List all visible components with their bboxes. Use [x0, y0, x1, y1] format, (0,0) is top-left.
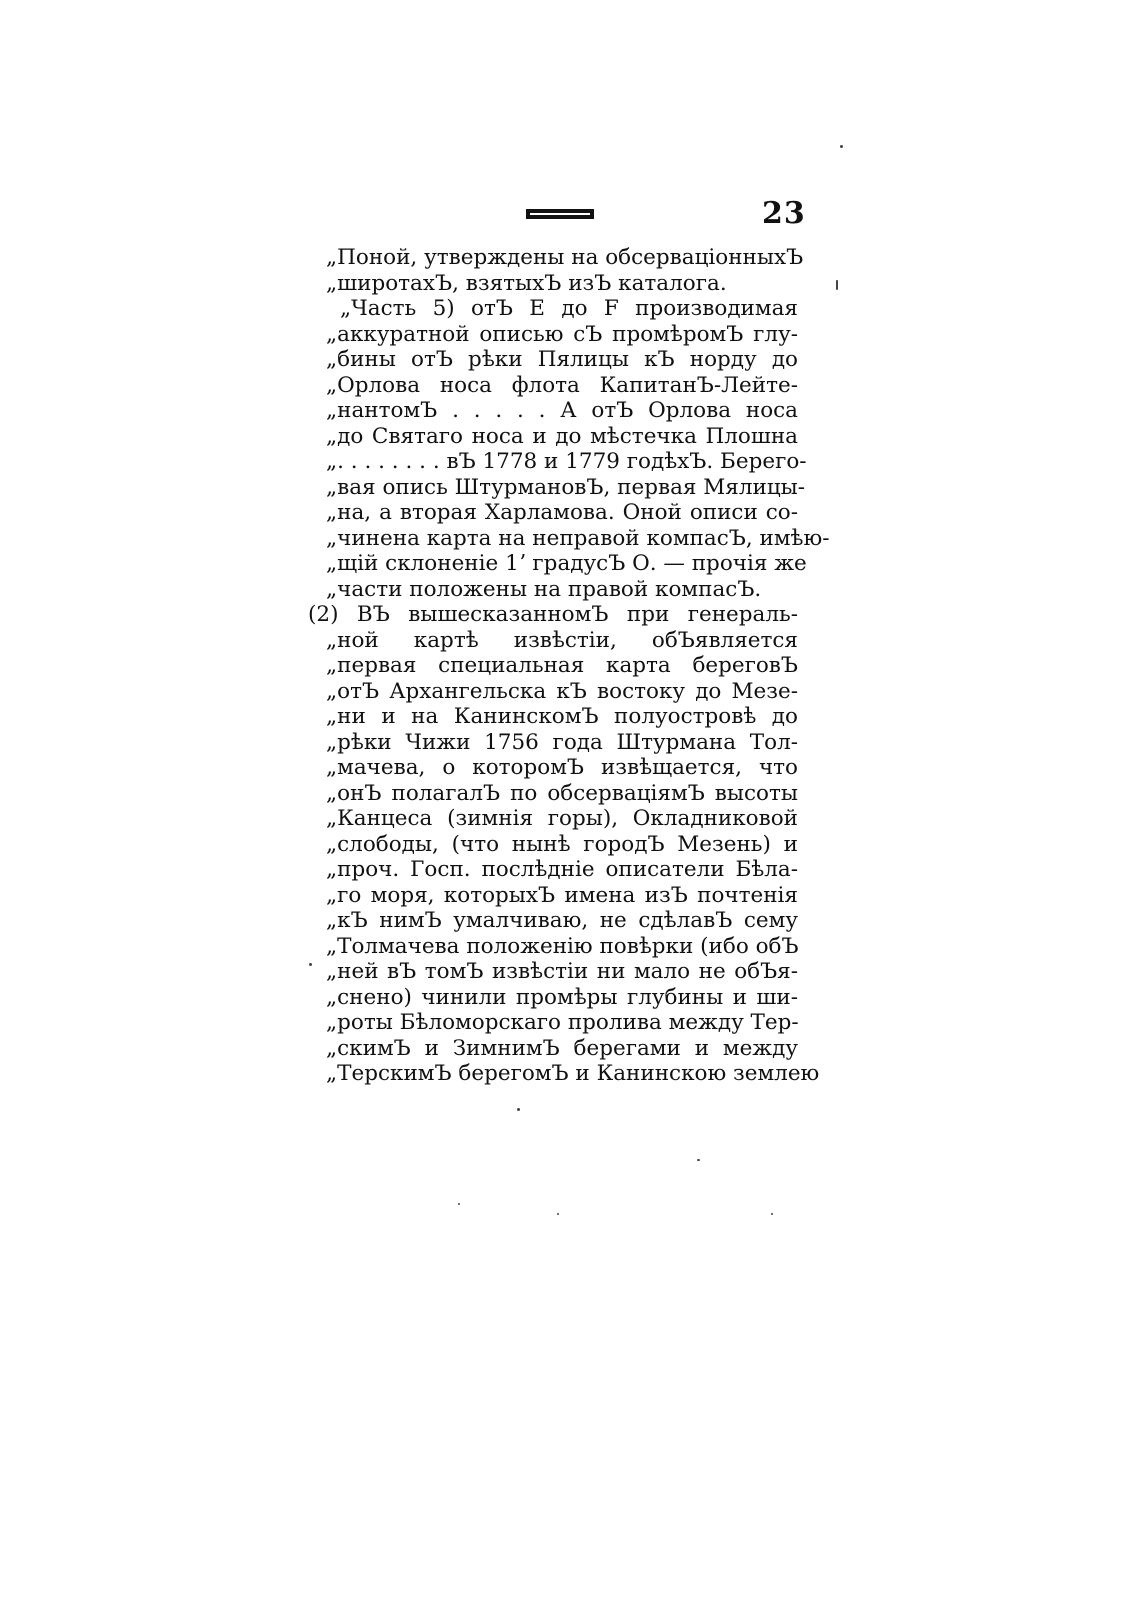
text-line: „щій склоненіе 1ʼ градусЪ О. — прочія же: [326, 551, 807, 576]
text-line: „аккуратной описью сЪ промѣромЪ глу-: [326, 321, 798, 347]
text-line: „ни и на КанинскомЪ полуостровѣ до: [326, 704, 798, 729]
text-line: „ней вЪ томЪ извѣстіи ни мало не обЪя-: [326, 959, 798, 984]
text-line: „вая опись ШтурмановЪ, первая Мялицы-: [326, 474, 806, 500]
text-line: „Орлова носа флота КапитанЪ-Лейте-: [326, 372, 798, 398]
text-line: „Канцеса (зимнія горы), Окладниковой: [326, 806, 798, 831]
text-line: „ТерскимЪ берегомЪ и Канинскою землею: [326, 1061, 820, 1086]
scan-speck: [458, 1203, 460, 1205]
scan-speck: [836, 280, 838, 290]
text-line: „отЪ Архангельска кЪ востоку до Мезе-: [326, 678, 798, 704]
text-line: „широтахЪ, взятыхЪ изЪ каталога.: [326, 270, 727, 296]
text-line: „до Святаго носа и до мѣстечка Плошна: [326, 423, 798, 449]
text-line: „Часть 5) отЪ E до F производимая: [340, 296, 798, 321]
text-line: „скимЪ и ЗимнимЪ берегами и между: [326, 1035, 798, 1061]
text-line: „рѣки Чижи 1756 года Штурмана Тол-: [326, 729, 798, 755]
text-line: „. . . . . . . . вЪ 1778 и 1779 годѣхЪ. Берего-: [326, 449, 807, 474]
text-line: „Поной, утверждены на обсерваціонныхЪ: [326, 245, 804, 270]
scan-speck: [557, 1213, 559, 1215]
text-line: „кЪ нимЪ умалчиваю, не сдѣлавЪ сему: [326, 908, 798, 933]
scan-speck: [309, 963, 312, 966]
text-line: „нантомЪ . . . . . А отЪ Орлова носа: [326, 398, 798, 423]
body-text: [308, 245, 830, 1087]
text-line: „мачева, о которомЪ извѣщается, что: [326, 755, 798, 780]
text-line: „чинена карта на неправой компасЪ, имѣю-: [326, 525, 830, 551]
text-line: „го моря, которыхЪ имена изЪ почтенія: [326, 882, 798, 908]
scan-speck: [697, 1159, 700, 1161]
scan-speck: [517, 1108, 520, 1111]
text-line: „снено) чинили промѣры глубины и ши-: [326, 984, 798, 1010]
text-line: „бины отЪ рѣки Пялицы кЪ норду до: [326, 347, 798, 372]
header-ornament-rule: [526, 209, 594, 219]
text-line: „на, а вторая Харламова. Оной описи со-: [326, 500, 798, 525]
footnote-start-line: (2) ВЪ вышесказанномЪ при генераль-: [308, 602, 798, 627]
text-line: „первая специальная карта береговЪ: [326, 653, 798, 678]
scan-speck: [840, 145, 843, 148]
text-line: „слободы, (что нынѣ городЪ Мезень) и: [326, 831, 798, 857]
text-line: „онЪ полагалЪ по обсерваціямЪ высоты: [326, 780, 798, 806]
text-line: „Толмачева положенію повѣрки (ибо обЪ: [326, 933, 799, 959]
text-line: „ной картѣ извѣстіи, обЪявляется: [326, 627, 798, 653]
scan-speck: [771, 1213, 773, 1215]
text-line: „части положены на правой компасЪ.: [326, 576, 762, 602]
text-line: „роты Бѣломорскаго пролива между Тер-: [326, 1010, 799, 1035]
text-line: „проч. Госп. послѣдніе описатели Бѣла-: [326, 857, 798, 882]
page-number: 23: [762, 196, 806, 231]
